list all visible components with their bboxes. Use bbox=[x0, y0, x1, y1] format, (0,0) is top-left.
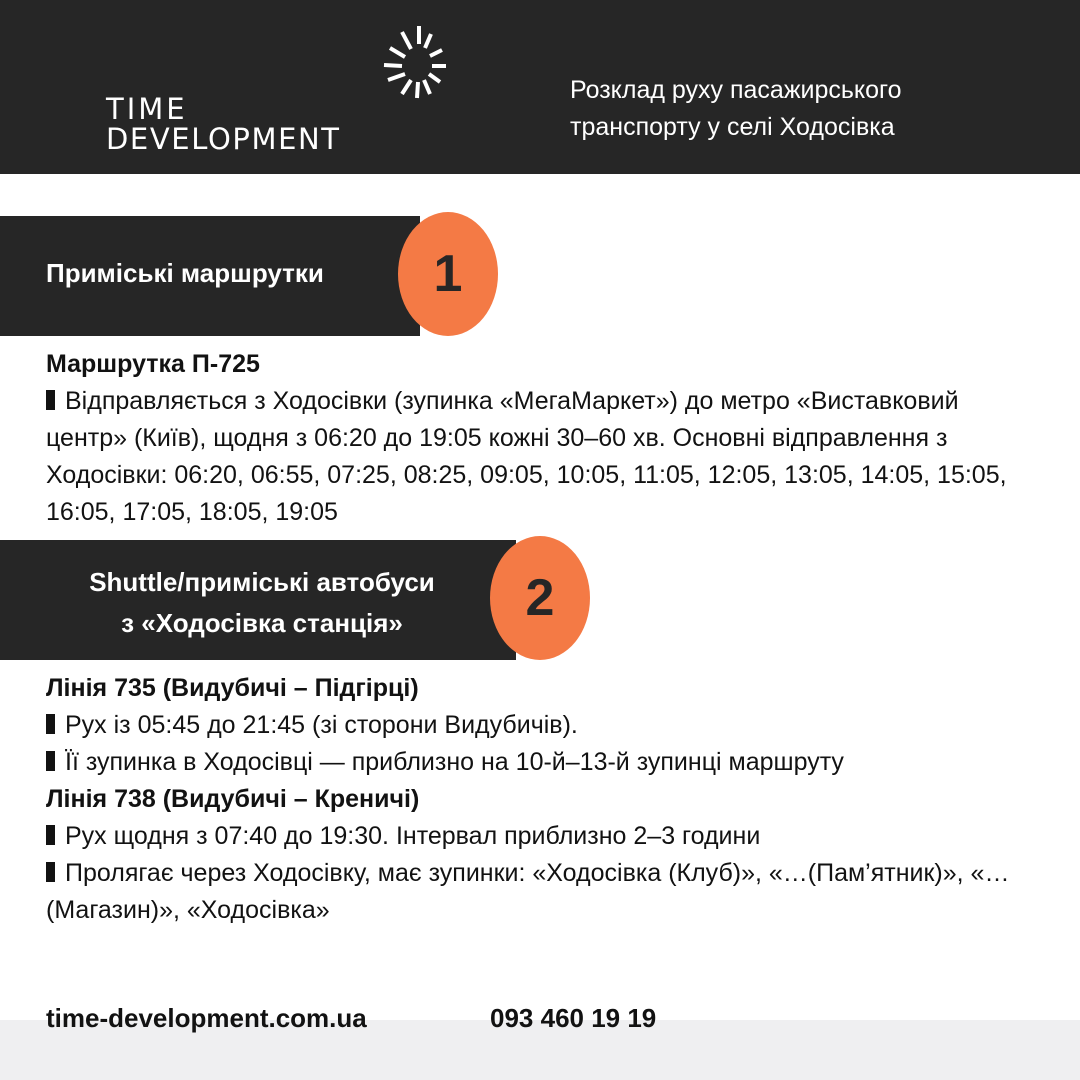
section-2-title-line1: Shuttle/приміські автобуси bbox=[89, 567, 435, 597]
bullet-icon bbox=[46, 825, 55, 845]
list-item-text: Рух щодня з 07:40 до 19:30. Інтервал приблизно 2–3 години bbox=[65, 822, 761, 850]
phone-number[interactable]: 093 460 19 19 bbox=[490, 1003, 657, 1033]
list-item-text: Пролягає через Ходосівку, має зупинки: «Ходосівка (Клуб)», «…(Пам’ятник)», «…(Магазин)», «Ходосівка» bbox=[46, 859, 1010, 924]
website-link[interactable]: time-development.com.ua bbox=[46, 1003, 367, 1033]
header bbox=[0, 0, 1080, 174]
section-2-band bbox=[0, 540, 516, 660]
route-title-735: Лінія 735 (Видубичі – Підгірці) bbox=[46, 674, 419, 702]
list-item-text: Рух із 05:45 до 21:45 (зі сторони Видубичів). bbox=[65, 711, 578, 739]
section-1-band bbox=[0, 216, 420, 336]
bullet-icon bbox=[46, 751, 55, 771]
sunburst-icon bbox=[382, 24, 450, 100]
section-2-number-badge: 2 bbox=[490, 536, 590, 660]
list-item bbox=[46, 855, 1046, 929]
list-item bbox=[46, 744, 1046, 781]
route-title-p725: Маршрутка П-725 bbox=[46, 350, 260, 378]
list-item-text: Відправляється з Ходосівки (зупинка «МегаМаркет») до метро «Виставковий центр» (Київ), щодня з 06:20 до 19:05 кожні 30–60 хв. Основні відправлення з Ходосівки: 06:20, 06:55, 07:25, 08:25, 09:05, 10:05, 11:05, 12:05, 13:05, 14:05, 15:05, 16:05, 17:05, 18:05, 19:05 bbox=[46, 387, 1007, 526]
bullet-icon bbox=[46, 862, 55, 882]
page-title: Розклад руху пасажирського транспорту у селі Ходосівка bbox=[570, 76, 902, 141]
bullet-icon bbox=[46, 714, 55, 734]
list-item bbox=[46, 707, 1046, 744]
section-1-content bbox=[46, 346, 1046, 531]
logo-text-development: DEVELOPMENT bbox=[106, 122, 341, 156]
section-2-title bbox=[28, 562, 496, 644]
section-1-number-badge: 1 bbox=[398, 212, 498, 336]
bullet-icon bbox=[46, 390, 55, 410]
section-1-title: Приміські маршрутки bbox=[46, 258, 324, 288]
logo-text-time: TIME bbox=[106, 92, 188, 126]
section-2-title-line2: з «Ходосівка станція» bbox=[121, 608, 403, 638]
list-item bbox=[46, 383, 1046, 531]
section-2-content bbox=[46, 670, 1046, 929]
list-item bbox=[46, 818, 1046, 855]
route-title-738: Лінія 738 (Видубичі – Креничі) bbox=[46, 785, 420, 813]
list-item-text: Її зупинка в Ходосівці — приблизно на 10-й–13-й зупинці маршруту bbox=[65, 748, 844, 776]
